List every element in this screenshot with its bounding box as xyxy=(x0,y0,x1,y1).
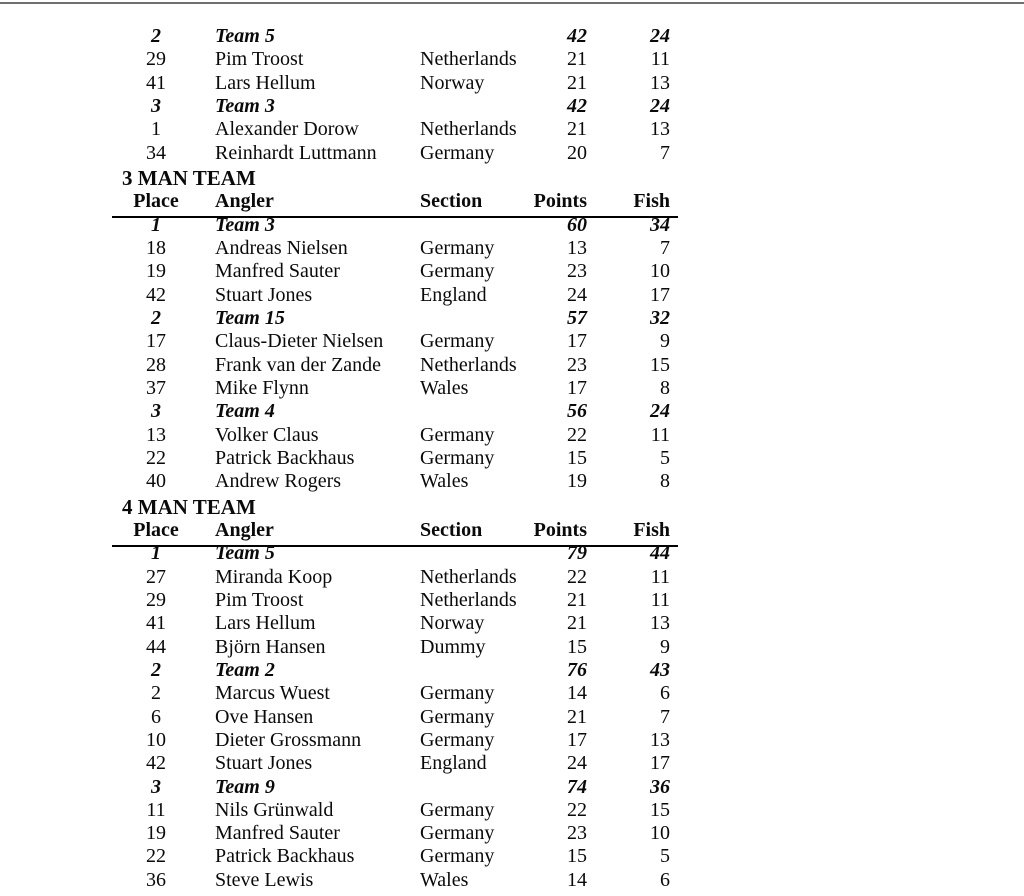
cell-place: 36 xyxy=(146,868,166,891)
table-row xyxy=(0,72,1024,95)
cell-angler: Team 4 xyxy=(215,400,275,423)
cell-points: 21 xyxy=(567,612,587,635)
cell-fish: 6 xyxy=(660,682,670,705)
column-header-points: Points xyxy=(533,190,587,213)
table-row xyxy=(0,284,1024,307)
cell-fish: 11 xyxy=(650,565,670,588)
cell-fish: 11 xyxy=(650,423,670,446)
table-row xyxy=(0,48,1024,71)
cell-section: England xyxy=(420,752,487,775)
cell-points: 74 xyxy=(567,775,587,798)
cell-place: 22 xyxy=(146,845,166,868)
cell-place: 42 xyxy=(146,752,166,775)
cell-points: 22 xyxy=(567,565,587,588)
cell-fish: 9 xyxy=(660,635,670,658)
cell-points: 20 xyxy=(567,141,587,164)
table-row xyxy=(0,470,1024,493)
cell-angler: Manfred Sauter xyxy=(215,260,340,283)
section-heading-label: 3 MAN TEAM xyxy=(122,165,256,190)
cell-fish: 44 xyxy=(650,542,670,565)
cell-section: Germany xyxy=(420,822,495,845)
cell-angler: Ove Hansen xyxy=(215,705,314,728)
table-row xyxy=(0,706,1024,729)
cell-section: Wales xyxy=(420,376,469,399)
table-row xyxy=(0,118,1024,141)
cell-section: Wales xyxy=(420,868,469,891)
cell-angler: Andrew Rogers xyxy=(215,470,342,493)
cell-place: 42 xyxy=(146,283,166,306)
cell-section: Germany xyxy=(420,141,495,164)
team-total-row xyxy=(0,25,1024,48)
cell-fish: 5 xyxy=(660,845,670,868)
cell-points: 42 xyxy=(567,94,587,117)
cell-fish: 5 xyxy=(660,446,670,469)
table-row xyxy=(0,142,1024,165)
cell-section: Germany xyxy=(420,423,495,446)
column-header-row xyxy=(0,519,1024,542)
table-row xyxy=(0,566,1024,589)
cell-place: 3 xyxy=(151,94,161,117)
section-heading xyxy=(0,167,1024,190)
cell-section: Germany xyxy=(420,236,495,259)
cell-section: Dummy xyxy=(420,635,486,658)
team-total-row xyxy=(0,400,1024,423)
column-header-fish: Fish xyxy=(633,190,670,213)
cell-place: 28 xyxy=(146,353,166,376)
cell-points: 15 xyxy=(567,446,587,469)
cell-place: 2 xyxy=(151,682,161,705)
top-divider-rule xyxy=(0,2,1024,4)
cell-points: 22 xyxy=(567,798,587,821)
cell-angler: Lars Hellum xyxy=(215,71,316,94)
cell-section: Germany xyxy=(420,446,495,469)
cell-angler: Steve Lewis xyxy=(215,868,314,891)
cell-angler: Dieter Grossmann xyxy=(215,728,362,751)
cell-place: 27 xyxy=(146,565,166,588)
cell-fish: 8 xyxy=(660,470,670,493)
cell-points: 21 xyxy=(567,588,587,611)
column-header-section: Section xyxy=(420,190,483,213)
cell-points: 42 xyxy=(567,25,587,47)
cell-section: Netherlands xyxy=(420,353,517,376)
table-row xyxy=(0,845,1024,868)
cell-place: 19 xyxy=(146,260,166,283)
cell-angler: Pim Troost xyxy=(215,588,304,611)
section-heading-label: 4 MAN TEAM xyxy=(122,494,256,519)
cell-points: 21 xyxy=(567,705,587,728)
cell-fish: 7 xyxy=(660,236,670,259)
cell-place: 17 xyxy=(146,330,166,353)
cell-place: 1 xyxy=(151,213,161,236)
table-row xyxy=(0,752,1024,775)
cell-section: Wales xyxy=(420,470,469,493)
cell-section: Germany xyxy=(420,728,495,751)
table-row xyxy=(0,612,1024,635)
cell-points: 21 xyxy=(567,118,587,141)
column-header-fish: Fish xyxy=(633,518,670,541)
cell-fish: 15 xyxy=(650,353,670,376)
cell-place: 22 xyxy=(146,446,166,469)
cell-points: 24 xyxy=(567,283,587,306)
table-row xyxy=(0,260,1024,283)
cell-points: 22 xyxy=(567,423,587,446)
cell-section: Germany xyxy=(420,705,495,728)
cell-points: 15 xyxy=(567,635,587,658)
cell-angler: Marcus Wuest xyxy=(215,682,330,705)
cell-section: Germany xyxy=(420,798,495,821)
cell-place: 2 xyxy=(151,306,161,329)
column-header-angler: Angler xyxy=(215,518,274,541)
cell-points: 24 xyxy=(567,752,587,775)
column-header-section: Section xyxy=(420,518,483,541)
table-row xyxy=(0,799,1024,822)
cell-fish: 6 xyxy=(660,868,670,891)
team-results-table xyxy=(0,25,1024,892)
cell-place: 34 xyxy=(146,141,166,164)
cell-place: 2 xyxy=(151,658,161,681)
cell-fish: 13 xyxy=(650,728,670,751)
cell-points: 60 xyxy=(567,213,587,236)
team-total-row xyxy=(0,659,1024,682)
cell-fish: 24 xyxy=(650,400,670,423)
cell-angler: Andreas Nielsen xyxy=(215,236,348,259)
cell-points: 17 xyxy=(567,376,587,399)
column-header-angler: Angler xyxy=(215,190,274,213)
table-row xyxy=(0,237,1024,260)
cell-place: 40 xyxy=(146,470,166,493)
team-total-row xyxy=(0,776,1024,799)
cell-section: Netherlands xyxy=(420,48,517,71)
team-total-row xyxy=(0,542,1024,565)
cell-points: 23 xyxy=(567,822,587,845)
cell-points: 21 xyxy=(567,71,587,94)
cell-angler: Team 3 xyxy=(215,213,275,236)
cell-points: 79 xyxy=(567,542,587,565)
cell-fish: 10 xyxy=(650,822,670,845)
cell-fish: 13 xyxy=(650,118,670,141)
cell-place: 41 xyxy=(146,612,166,635)
cell-place: 10 xyxy=(146,728,166,751)
cell-place: 19 xyxy=(146,822,166,845)
cell-angler: Lars Hellum xyxy=(215,612,316,635)
cell-points: 19 xyxy=(567,470,587,493)
cell-fish: 11 xyxy=(650,48,670,71)
cell-fish: 24 xyxy=(650,94,670,117)
cell-fish: 17 xyxy=(650,283,670,306)
table-row xyxy=(0,589,1024,612)
table-row xyxy=(0,869,1024,892)
cell-points: 17 xyxy=(567,330,587,353)
cell-section: Netherlands xyxy=(420,118,517,141)
cell-angler: Patrick Backhaus xyxy=(215,446,355,469)
table-row xyxy=(0,682,1024,705)
cell-angler: Team 9 xyxy=(215,775,275,798)
cell-fish: 24 xyxy=(650,25,670,47)
cell-angler: Reinhardt Luttmann xyxy=(215,141,377,164)
table-row xyxy=(0,447,1024,470)
cell-angler: Patrick Backhaus xyxy=(215,845,355,868)
team-total-row xyxy=(0,95,1024,118)
cell-section: Netherlands xyxy=(420,588,517,611)
cell-fish: 32 xyxy=(650,306,670,329)
cell-angler: Claus-Dieter Nielsen xyxy=(215,330,384,353)
cell-section: England xyxy=(420,283,487,306)
cell-fish: 10 xyxy=(650,260,670,283)
cell-place: 44 xyxy=(146,635,166,658)
cell-angler: Team 5 xyxy=(215,542,275,565)
cell-points: 15 xyxy=(567,845,587,868)
cell-points: 23 xyxy=(567,353,587,376)
cell-angler: Frank van der Zande xyxy=(215,353,382,376)
cell-points: 57 xyxy=(567,306,587,329)
cell-place: 1 xyxy=(151,118,161,141)
cell-place: 3 xyxy=(151,400,161,423)
team-total-row xyxy=(0,214,1024,237)
cell-fish: 13 xyxy=(650,612,670,635)
cell-angler: Team 3 xyxy=(215,94,275,117)
cell-fish: 34 xyxy=(650,213,670,236)
cell-place: 11 xyxy=(146,798,166,821)
table-row xyxy=(0,377,1024,400)
cell-section: Germany xyxy=(420,682,495,705)
cell-place: 41 xyxy=(146,71,166,94)
cell-angler: Alexander Dorow xyxy=(215,118,359,141)
team-total-row xyxy=(0,307,1024,330)
cell-points: 56 xyxy=(567,400,587,423)
cell-angler: Björn Hansen xyxy=(215,635,326,658)
cell-angler: Miranda Koop xyxy=(215,565,333,588)
cell-place: 13 xyxy=(146,423,166,446)
column-header-place: Place xyxy=(133,190,179,213)
cell-angler: Stuart Jones xyxy=(215,752,313,775)
cell-angler: Manfred Sauter xyxy=(215,822,340,845)
cell-section: Norway xyxy=(420,612,485,635)
cell-section: Germany xyxy=(420,845,495,868)
cell-angler: Mike Flynn xyxy=(215,376,309,399)
cell-angler: Team 2 xyxy=(215,658,275,681)
table-row xyxy=(0,822,1024,845)
cell-fish: 43 xyxy=(650,658,670,681)
cell-points: 23 xyxy=(567,260,587,283)
cell-angler: Pim Troost xyxy=(215,48,304,71)
column-header-row xyxy=(0,190,1024,213)
cell-angler: Volker Claus xyxy=(215,423,319,446)
column-header-points: Points xyxy=(533,518,587,541)
cell-fish: 36 xyxy=(650,775,670,798)
cell-angler: Team 15 xyxy=(215,306,285,329)
cell-section: Norway xyxy=(420,71,485,94)
cell-place: 6 xyxy=(151,705,161,728)
cell-points: 21 xyxy=(567,48,587,71)
table-row xyxy=(0,729,1024,752)
cell-angler: Team 5 xyxy=(215,25,275,47)
cell-angler: Stuart Jones xyxy=(215,283,313,306)
cell-place: 37 xyxy=(146,376,166,399)
cell-fish: 17 xyxy=(650,752,670,775)
cell-fish: 15 xyxy=(650,798,670,821)
table-row xyxy=(0,636,1024,659)
cell-place: 1 xyxy=(151,542,161,565)
cell-place: 2 xyxy=(151,25,161,47)
table-row xyxy=(0,424,1024,447)
cell-fish: 13 xyxy=(650,71,670,94)
cell-fish: 9 xyxy=(660,330,670,353)
cell-section: Netherlands xyxy=(420,565,517,588)
cell-points: 14 xyxy=(567,682,587,705)
cell-angler: Nils Grünwald xyxy=(215,798,334,821)
cell-section: Germany xyxy=(420,260,495,283)
cell-place: 18 xyxy=(146,236,166,259)
table-row xyxy=(0,354,1024,377)
cell-fish: 7 xyxy=(660,141,670,164)
cell-points: 76 xyxy=(567,658,587,681)
section-heading xyxy=(0,496,1024,519)
table-row xyxy=(0,330,1024,353)
cell-points: 17 xyxy=(567,728,587,751)
cell-section: Germany xyxy=(420,330,495,353)
cell-place: 3 xyxy=(151,775,161,798)
column-header-place: Place xyxy=(133,518,179,541)
cell-fish: 8 xyxy=(660,376,670,399)
cell-place: 29 xyxy=(146,48,166,71)
cell-fish: 11 xyxy=(650,588,670,611)
cell-place: 29 xyxy=(146,588,166,611)
cell-points: 14 xyxy=(567,868,587,891)
cell-points: 13 xyxy=(567,236,587,259)
cell-fish: 7 xyxy=(660,705,670,728)
